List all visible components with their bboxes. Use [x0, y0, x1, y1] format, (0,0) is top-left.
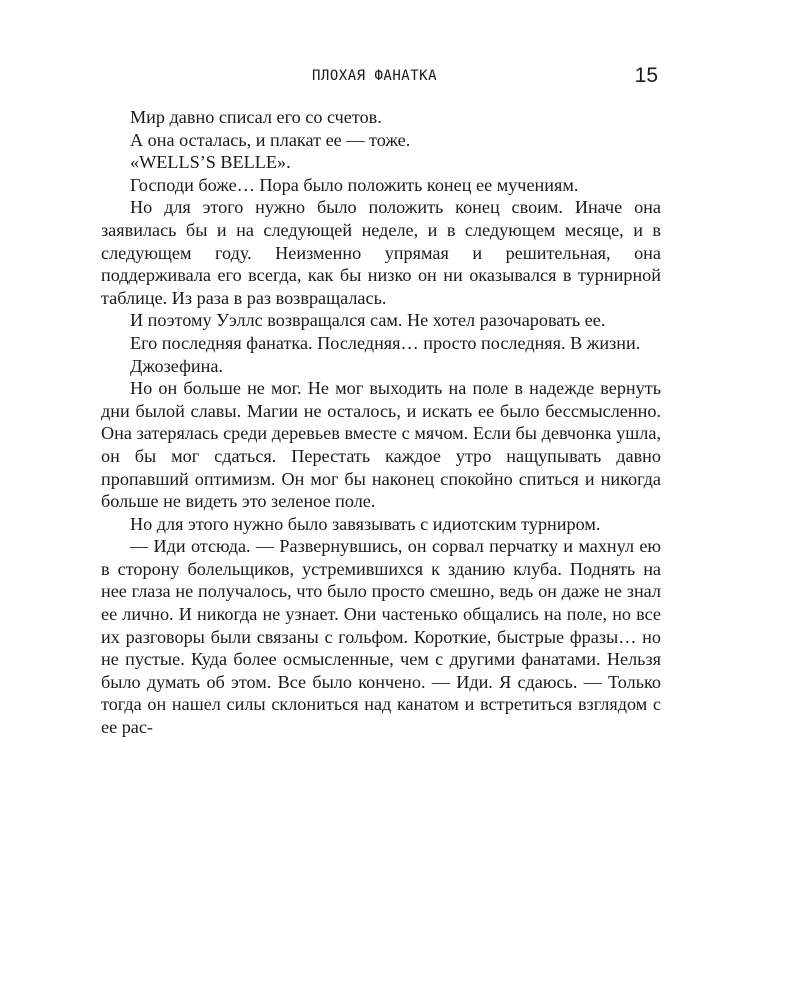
paragraph: «WELLS’S BELLE». [130, 152, 291, 173]
running-head [0, 64, 800, 88]
paragraph: Но для этого нужно было положить конец своим. Иначе она заявилась бы и на следующей неделе, и в следующем месяце, и в следующем году. Неизменно упрямая и решительная, она поддерживала его всегда, как бы низко он ни оказывался в турнирной таблице. Из раза в раз возвращалась. [101, 197, 661, 308]
paragraph: Но он больше не мог. Не мог выходить на поле в надежде вернуть дни былой славы. Магии не осталось, и искать ее было бессмысленно. Она затерялась среди деревьев вместе с мячом. Если бы девчонка ушла, он бы мог сдаться. Перестать каждое утро нащупывать давно пропавший оптимизм. Он мог бы наконец спокойно спиться и никогда больше не видеть это зеленое поле. [101, 378, 661, 512]
page-number: 15 [634, 64, 658, 87]
paragraph: Джозефина. [130, 355, 223, 376]
body-text [101, 106, 661, 739]
paragraph: — Иди отсюда. — Развернувшись, он сорвал перчатку и махнул ею в сторону болельщиков, устремившихся к зданию клуба. Поднять на нее глаза не получалось, что было просто смешно, ведь он даже не знал ее лично. И никогда не узнает. Они частенько общались на поле, но все их разговоры были связаны с гольфом. Короткие, быстрые фразы… но не пустые. Куда более осмысленные, чем с другими фанатами. Нельзя было думать об этом. Все было кончено. — Иди. Я сдаюсь. — Только тогда он нашел силы склониться над канатом и встретиться взглядом с ее рас- [101, 536, 661, 738]
paragraph: А она осталась, и плакат ее — тоже. [130, 129, 411, 150]
paragraph: И поэтому Уэллс возвращался сам. Не хотел разочаровать ее. [130, 310, 606, 331]
paragraph: Господи боже… Пора было положить конец ее мучениям. [130, 174, 579, 195]
running-head-title: ПЛОХАЯ ФАНАТКА [312, 68, 438, 84]
paragraph: Но для этого нужно было завязывать с идиотским турниром. [130, 513, 601, 534]
paragraph: Мир давно списал его со счетов. [130, 107, 382, 127]
paragraph: Его последняя фанатка. Последняя… просто последняя. В жизни. [130, 332, 641, 353]
